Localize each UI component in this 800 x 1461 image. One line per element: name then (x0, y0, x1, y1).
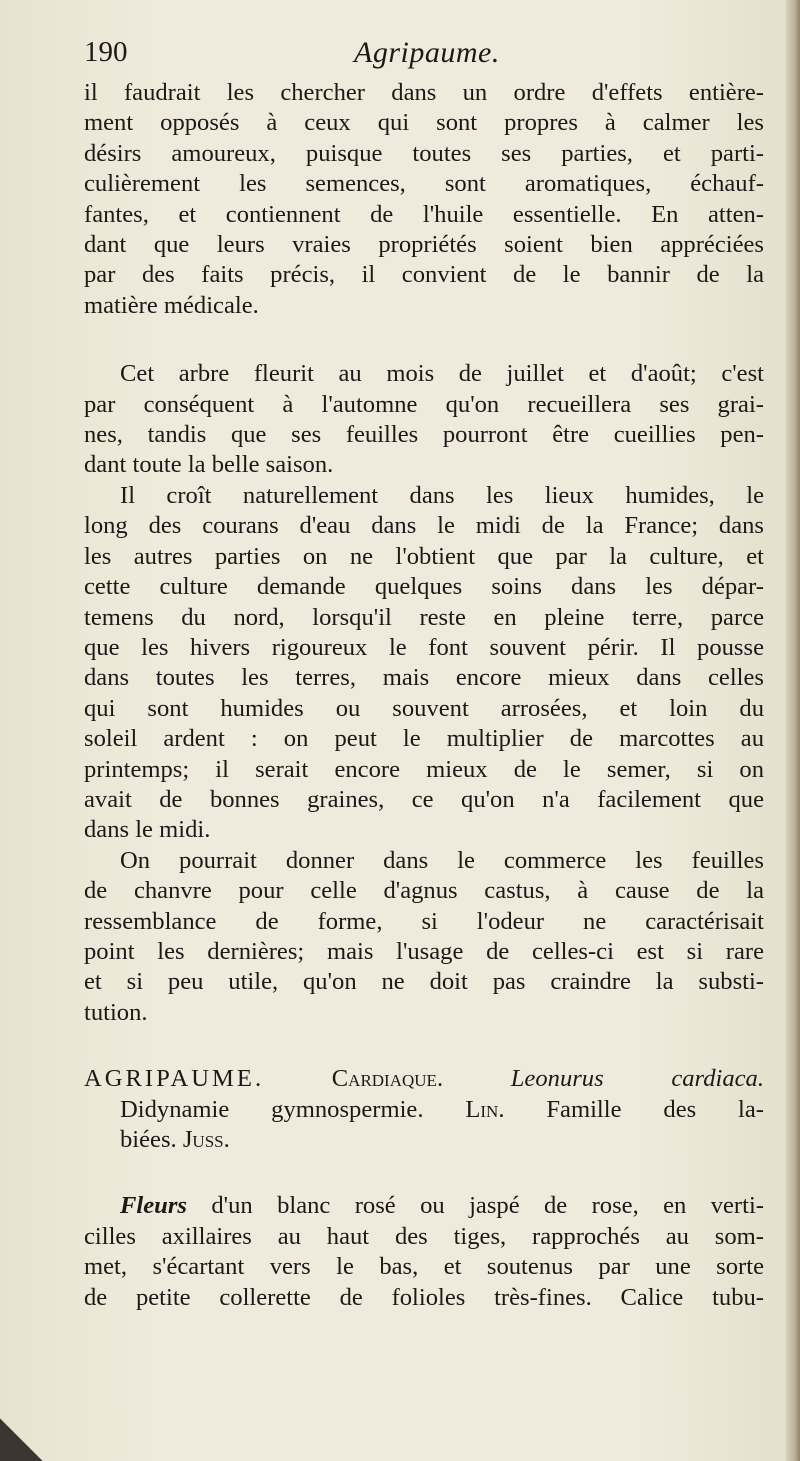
text-line: que les hivers rigoureux le font souvent périr. Il pousse (84, 633, 764, 661)
text-line: dans le midi. (84, 816, 211, 844)
text-line: Cet arbre fleurit au mois de juillet et d'août; c'est (120, 360, 764, 388)
page-header (84, 36, 764, 80)
page-corner-shadow (0, 1401, 60, 1461)
text-line: de petite collerette de folioles très-fines. Calice tubu- (84, 1283, 764, 1311)
text-line: printemps; il serait encore mieux de le semer, si on (84, 755, 764, 783)
entry-heading-line (84, 1064, 764, 1094)
text-line: point les dernières; mais l'usage de celles-ci est si rare (84, 937, 764, 965)
text-line: de chanvre pour celle d'agnus castus, à cause de la (84, 877, 764, 905)
entry-classification-line (84, 1095, 764, 1125)
text-line: cette culture demande quelques soins dans les dépar- (84, 573, 764, 601)
text-line: On pourrait donner dans le commerce les feuilles (120, 846, 764, 874)
common-name: Cardiaque. (331, 1065, 444, 1093)
text-line: tution. (84, 998, 148, 1026)
text-line: ressemblance de forme, si l'odeur ne caractérisait (84, 907, 764, 935)
text-line: cilles axillaires au haut des tiges, rapprochés au som- (84, 1222, 764, 1250)
text-line: fantes, et contiennent de l'huile essentielle. En atten- (84, 200, 764, 228)
paragraph-2 (84, 359, 764, 481)
text-line: dant toute la belle saison. (84, 451, 334, 479)
text-line: ment opposés à ceux qui sont propres à calmer les (84, 109, 764, 137)
paragraph-5 (84, 1191, 764, 1313)
text-line: met, s'écartant vers le bas, et soutenus par une sorte (84, 1253, 764, 1281)
classification: Didynamie gymnospermie. (120, 1095, 424, 1123)
running-title: Agripaume. (354, 36, 500, 69)
text-line: matière médicale. (84, 291, 259, 319)
text-line: par conséquent à l'automne qu'on recueillera ses grai- (84, 390, 764, 418)
page-text (84, 78, 764, 1313)
text-line: les autres parties on ne l'obtient que par la culture, et (84, 542, 764, 570)
paragraph-1 (84, 78, 764, 321)
text-line: nes, tandis que ses feuilles pourront être cueillies pen- (84, 421, 764, 449)
text-line: temens du nord, lorsqu'il reste en pleine terre, parce (84, 603, 764, 631)
family-end: biées. (120, 1126, 177, 1153)
authority-juss: Juss. (182, 1126, 230, 1153)
entry-heading (84, 1064, 764, 1155)
text-line: soleil ardent : on peut le multiplier de marcottes au (84, 725, 764, 753)
text-line: dant que leurs vraies propriétés soient bien appréciées (84, 231, 764, 259)
text-line: long des courans d'eau dans le midi de la France; dans (84, 512, 764, 540)
text-line: culièrement les semences, sont aromatiques, échauf- (84, 170, 764, 198)
text-line: qui sont humides ou souvent arrosées, et loin du (84, 694, 764, 722)
text-line: Il croît naturellement dans les lieux humides, le (120, 481, 764, 509)
page-number: 190 (84, 36, 128, 68)
page-edge-shadow (786, 0, 800, 1461)
family-text: Famille des la- (546, 1095, 764, 1123)
authority-lin: Lin. (465, 1095, 505, 1123)
headword: AGRIPAUME. (84, 1065, 265, 1093)
text-line: il faudrait les chercher dans un ordre d'effets entière- (84, 79, 764, 106)
entry-family-line (84, 1125, 764, 1155)
fleurs-label: Fleurs (120, 1192, 187, 1220)
text-line: désirs amoureux, puisque toutes ses parties, et parti- (84, 139, 764, 167)
text-line: dans toutes les terres, mais encore mieux dans celles (84, 664, 764, 692)
latin-name: Leonurus cardiaca. (510, 1065, 764, 1093)
fleurs-text: d'un blanc rosé ou jaspé de rose, en verti- (211, 1192, 764, 1220)
paragraph-3 (84, 481, 764, 846)
text-line: et si peu utile, qu'on ne doit pas craindre la substi- (84, 968, 764, 996)
text-line (84, 1191, 764, 1221)
paragraph-4 (84, 846, 764, 1028)
text-line: par des faits précis, il convient de le bannir de la (84, 261, 764, 289)
text-line: avait de bonnes graines, ce qu'on n'a facilement que (84, 785, 764, 813)
